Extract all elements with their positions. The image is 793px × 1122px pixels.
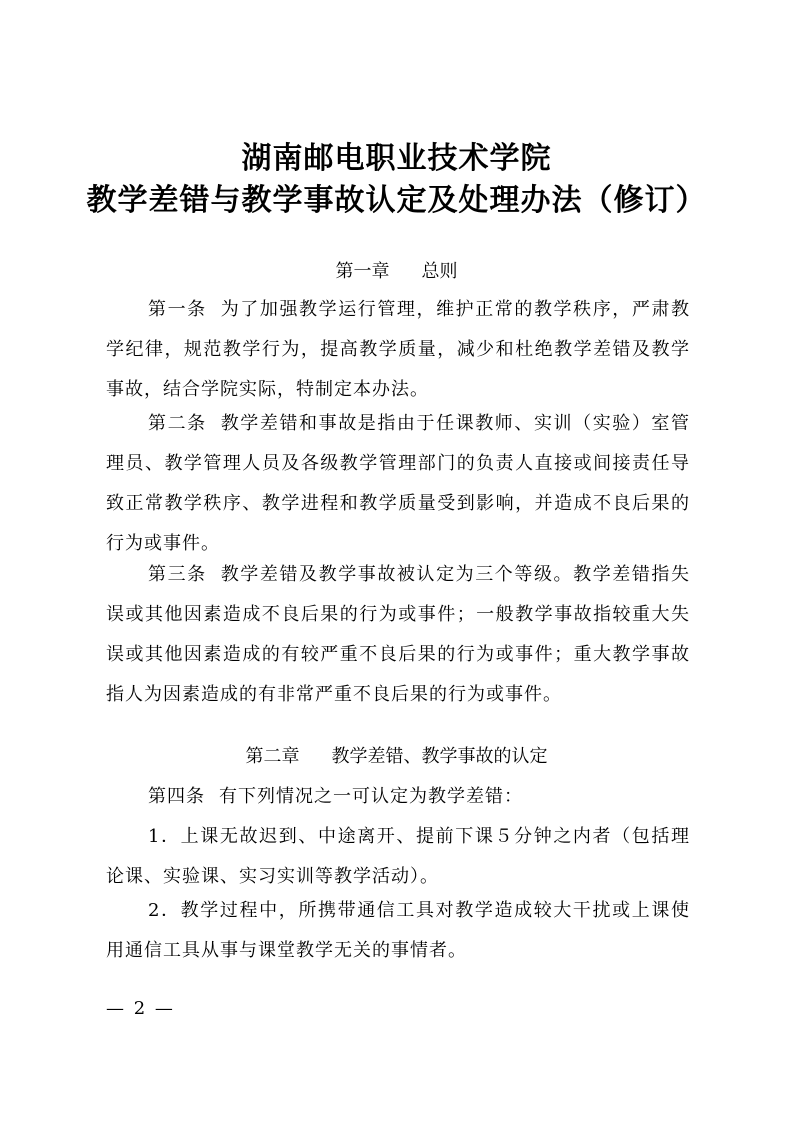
list-item-1: 1．上课无故迟到、中途离开、提前下课５分钟之内者（包括理论课、实验课、实习实训等教学活动）。	[106, 826, 690, 887]
chapter-name: 教学差错、教学事故的认定	[331, 746, 548, 767]
chapter-heading-1	[0, 256, 793, 288]
article-text: 有下列情况之一可认定为教学差错：	[219, 786, 523, 807]
document-title-regulation: 教学差错与教学事故认定及处理办法（修订）	[86, 183, 707, 218]
page-number: — 2 —	[106, 998, 175, 1019]
article-label: 第四条	[148, 786, 205, 807]
article-3	[106, 555, 690, 715]
article-1	[106, 290, 690, 410]
article-label: 第二条	[148, 413, 207, 434]
article-2	[106, 404, 690, 564]
chapter-number: 第二章	[245, 746, 300, 767]
document-title-institution: 湖南邮电职业技术学院	[241, 141, 552, 176]
article-text: 教学差错及教学事故被认定为三个等级。教学差错指失误或其他因素造成不良后果的行为或事件；一般教学事故指较重大失误或其他因素造成的有较严重不良后果的行为或事件；重大教学事故指人为因素造成的有非常严重不良后果的行为或事件。	[106, 564, 691, 705]
article-text: 教学差错和事故是指由于任课教师、实训（实验）室管理员、教学管理人员及各级教学管理部门的负责人直接或间接责任导致正常教学秩序、教学进程和教学质量受到影响，并造成不良后果的行为或事件。	[106, 413, 691, 554]
chapter-number: 第一章	[335, 261, 390, 282]
article-4	[106, 777, 690, 817]
article-text: 为了加强教学运行管理，维护正常的教学秩序，严肃教学纪律，规范教学行为，提高教学质量，减少和杜绝教学差错及教学事故，结合学院实际，特制定本办法。	[106, 299, 691, 400]
list-item-2: 2．教学过程中，所携带通信工具对教学造成较大干扰或上课使用通信工具从事与课堂教学无关的事情者。	[106, 900, 690, 961]
chapter-heading-2	[0, 741, 793, 773]
article-label: 第一条	[148, 299, 207, 320]
chapter-name: 总则	[421, 261, 458, 282]
article-label: 第三条	[148, 564, 207, 585]
